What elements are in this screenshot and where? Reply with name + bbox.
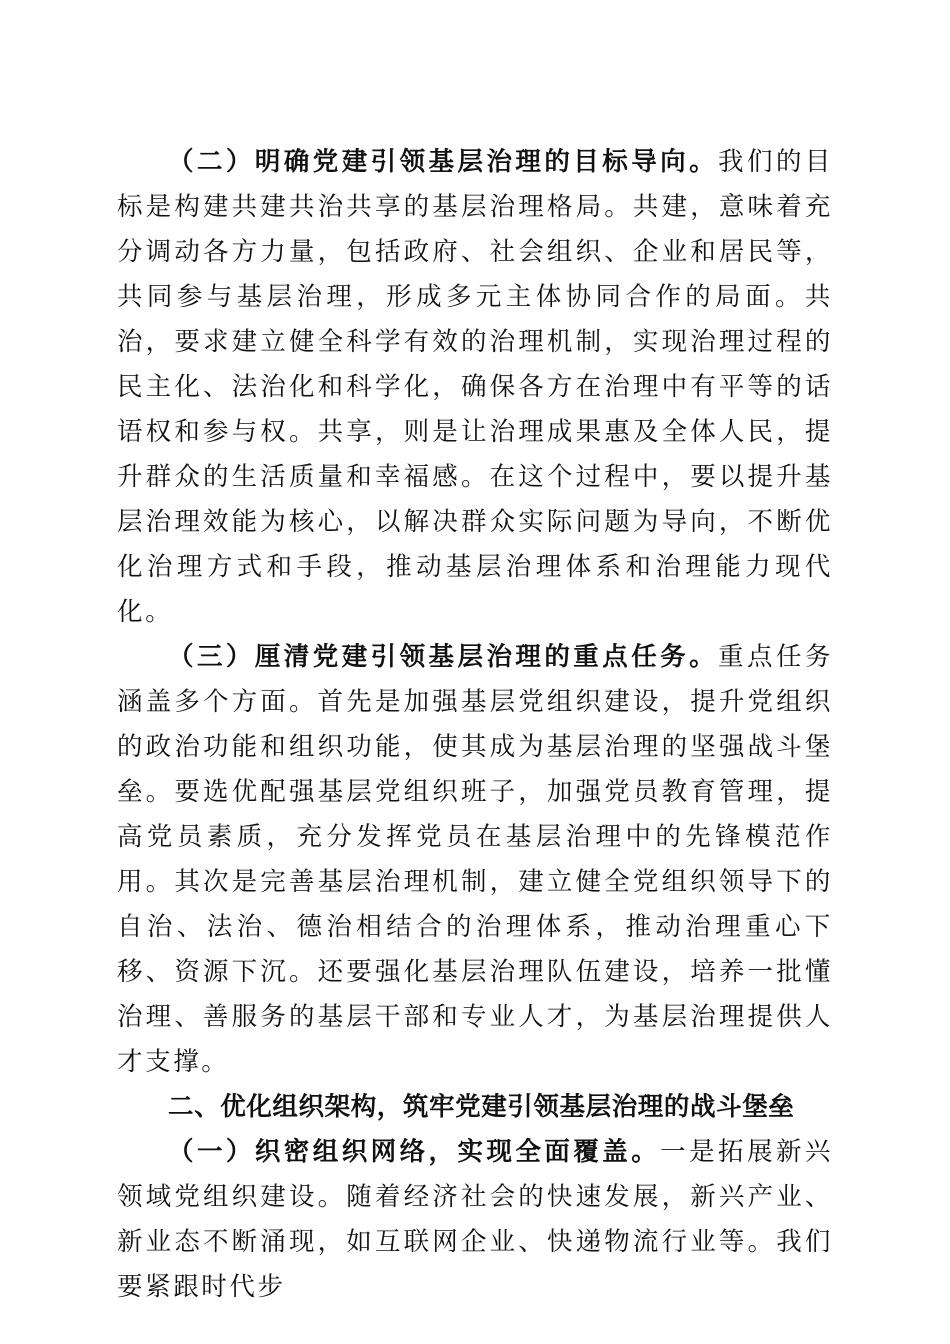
paragraph-lead: （二）明确党建引领基层治理的目标导向。 <box>168 147 719 177</box>
paragraph-text: 重点任务涵盖多个方面。首先是加强基层党组织建设，提升党组织的政治功能和组织功能，使其成为基层治理的坚强战斗堡垒。要选优配强基层党组织班子，加强党员教育管理，提高党员素质，充分发挥党员在基层治理中的先锋模范作用。其次是完善基层治理机制，建立健全党组织领导下的自治、法治、德治相结合的治理体系，推动治理重心下移、资源下沉。还要强化基层治理队伍建设，培养一批懂治理、善服务的基层干部和专业人才，为基层治理提供人才支撑。 <box>117 642 833 1077</box>
paragraph-goal-orientation <box>117 140 833 635</box>
document-body <box>117 140 833 1310</box>
paragraph-text: 一是拓展新兴领域党组织建设。随着经济社会的快速发展，新兴产业、新业态不断涌现，如互联网企业、快递物流行业等。我们要紧跟时代步 <box>117 1137 834 1302</box>
paragraph-text: 我们的目标是构建共建共治共享的基层治理格局。共建，意味着充分调动各方力量，包括政府、社会组织、企业和居民等，共同参与基层治理，形成多元主体协同合作的局面。共治，要求建立健全科学有效的治理机制，实现治理过程的民主化、法治化和科学化，确保各方在治理中有平等的话语权和参与权。共享，则是让治理成果惠及全体人民，提升群众的生活质量和幸福感。在这个过程中，要以提升基层治理效能为核心，以解决群众实际问题为导向，不断优化治理方式和手段，推动基层治理体系和治理能力现代化。 <box>117 147 833 627</box>
paragraph-organization-network <box>117 1130 833 1310</box>
paragraph-lead: （三）厘清党建引领基层治理的重点任务。 <box>168 642 719 672</box>
section-heading: 二、优化组织架构，筑牢党建引领基层治理的战斗堡垒 <box>168 1092 795 1122</box>
paragraph-key-tasks <box>117 635 833 1085</box>
paragraph-lead: （一）织密组织网络，实现全面覆盖。 <box>168 1137 661 1167</box>
